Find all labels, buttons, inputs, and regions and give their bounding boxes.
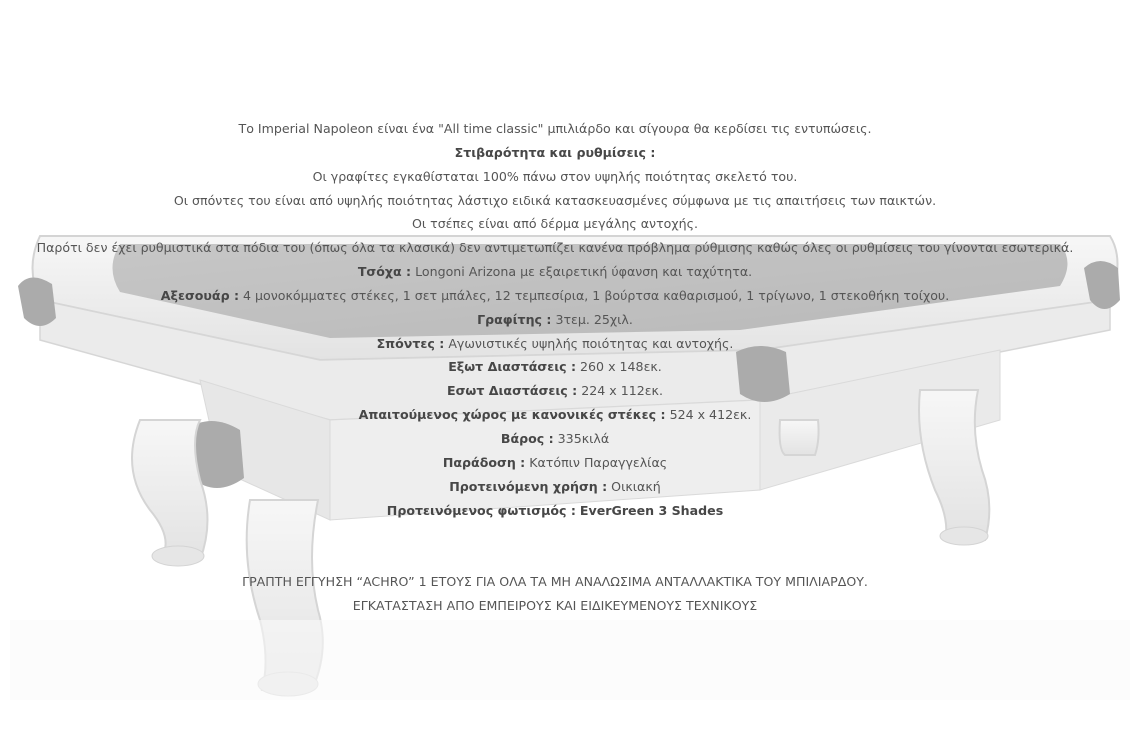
sturdiness-line: Οι σπόντες του είναι από υψηλής ποιότητας λάστιχο ειδικά κατασκευασμένες σύμφωνα με τις απαιτήσεις των παικτών. [173,192,937,208]
spec-value: Longoni Arizona με εξαιρετική ύφανση και ταχύτητα. [415,264,753,280]
intro-line: Το Imperial Napoleon είναι ένα "All time classic" μπιλιάρδο και σίγουρα θα κερδίσει τις εντυπώσεις. [238,121,872,136]
spec-lighting [0,499,1140,523]
spec-felt [0,260,1140,284]
spec-value: 224 x 112εκ. [581,383,663,399]
spec-cushions [0,332,1140,356]
spec-label: Εξωτ Διαστάσεις : [448,359,577,375]
spec-weight [0,427,1140,451]
sturdiness-line: Παρότι δεν έχει ρυθμιστικά στα πόδια του (όπως όλα τα κλασικά) δεν αντιμετωπίζει κανένα πρόβλημα ρύθμισης καθώς όλες οι ρυθμίσεις του γίνονται εσωτερικά. [36,240,1074,256]
spec-value: Κατόπιν Παραγγελίας [529,454,668,470]
spec-value-lighting-link[interactable]: EverGreen 3 Shades [579,502,724,518]
spec-label: Παράδοση : [442,454,526,470]
spec-label: Σπόντες : [376,335,445,351]
spec-value: Αγωνιστικές υψηλής ποιότητας και αντοχής. [448,335,734,351]
spec-value: 335κιλά [557,430,610,446]
sturdiness-line: Οι τσέπες είναι από δέρμα μεγάλης αντοχής. [411,216,699,232]
warranty-notice: ΓΡΑΠΤΗ ΕΓΓΥΗΣΗ “ACHRO” 1 ΕΤΟΥΣ ΓΙΑ ΟΛΑ ΤΑ ΜΗ ΑΝΑΛΩΣΙΜΑ ΑΝΤΑΛΛΑΚΤΙΚΑ ΤΟΥ ΜΠΙΛΙΑΡΔΟΥ. [242,574,868,590]
sturdiness-line: Οι γραφίτες εγκαθίσταται 100% πάνω στον υψηλής ποιότητας σκελετό του. [312,168,798,184]
spec-outer-dimensions [0,355,1140,379]
spec-label: Εσωτ Διαστάσεις : [447,383,578,399]
spec-inner-dimensions [0,379,1140,403]
spacer [0,522,1140,570]
spec-usage [0,475,1140,499]
spec-value: Οικιακή [611,478,661,494]
spec-value: 4 μονοκόμματες στέκες, 1 σετ μπάλες, 12 τεμπεσίρια, 1 βούρτσα καθαρισμού, 1 τρίγωνο, 1 στεκοθήκη τοίχου. [243,287,950,303]
description-text [0,117,1140,618]
spec-label: Αξεσουάρ : [160,287,240,303]
spec-value: 3τεμ. 25χιλ. [555,311,633,327]
spec-value: 260 x 148εκ. [580,359,662,375]
spec-label: Τσόχα : [357,264,412,280]
spec-label: Απαιτούμενος χώρος με κανονικές στέκες : [358,407,666,423]
spec-label: Προτεινόμενη χρήση : [449,478,608,494]
spec-value: 524 x 412εκ. [669,407,752,423]
spec-delivery [0,451,1140,475]
spec-accessories [0,284,1140,308]
spec-slate [0,308,1140,332]
installation-notice: ΕΓΚΑΤΑΣΤΑΣΗ ΑΠΟ ΕΜΠΕΙΡΟΥΣ ΚΑΙ ΕΙΔΙΚΕΥΜΕΝΟΥΣ ΤΕΧΝΙΚΟΥΣ [352,597,758,613]
sturdiness-heading: Στιβαρότητα και ρυθμίσεις : [454,144,656,160]
spec-label: Γραφίτης : [477,311,552,327]
spec-label: Βάρος : [500,430,554,446]
spec-required-space [0,403,1140,427]
spec-label: Προτεινόμενος φωτισμός : [386,502,576,518]
